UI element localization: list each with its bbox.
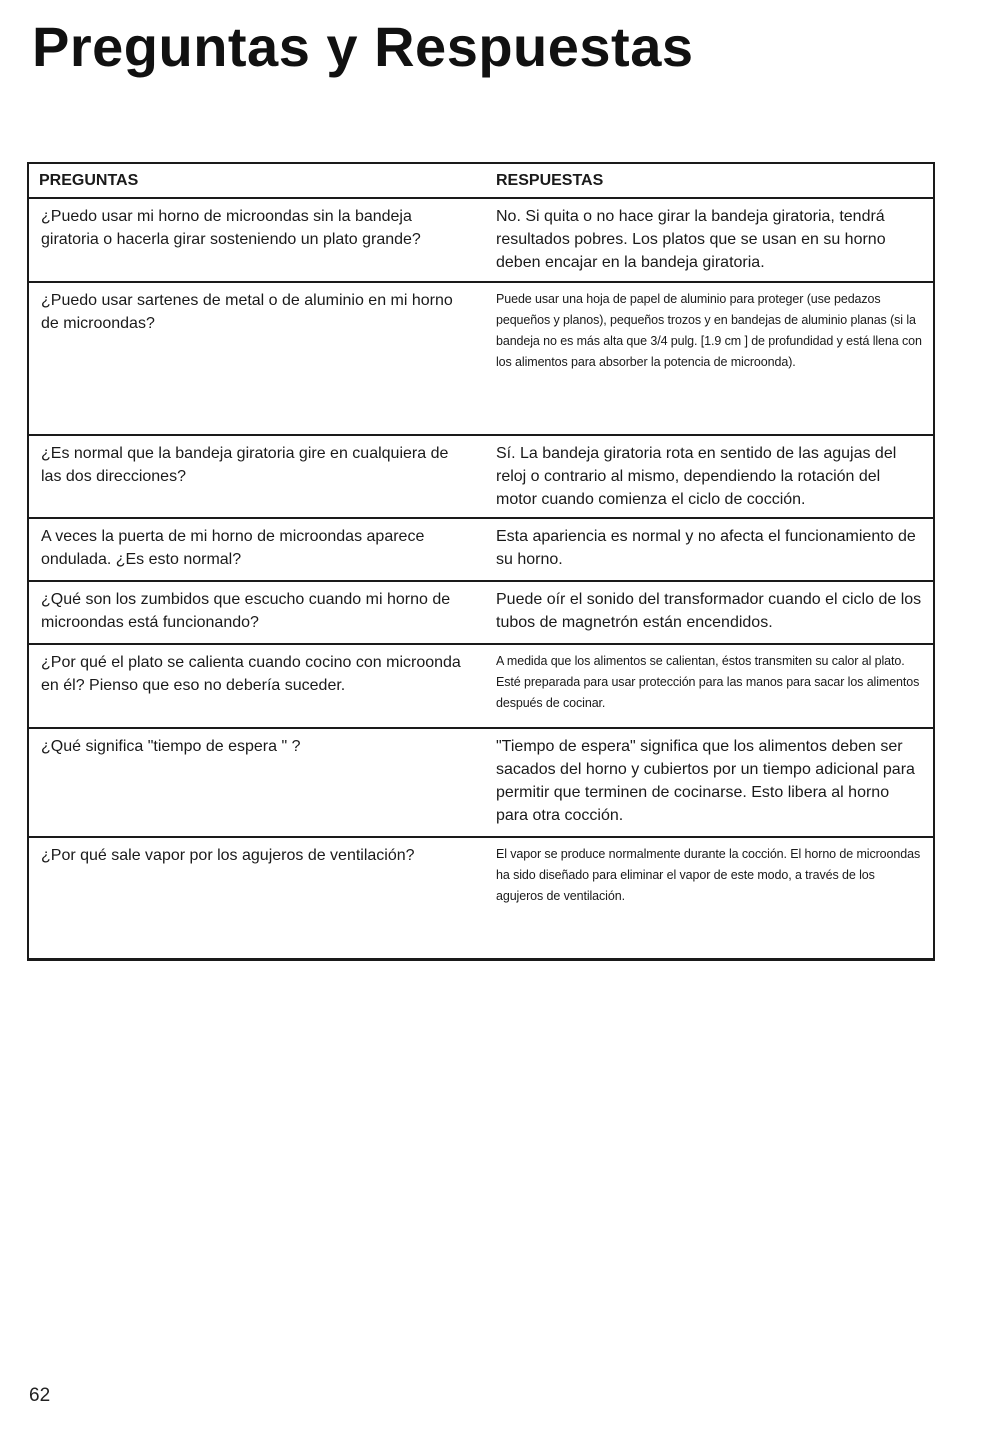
table-row (28, 518, 934, 581)
question-cell: ¿Por qué el plato se calienta cuando cocino con microonda en él? Pienso que eso no debería suceder. (28, 644, 484, 728)
table-row (28, 837, 934, 959)
answer-cell: No. Si quita o no hace girar la bandeja giratoria, tendrá resultados pobres. Los platos que se usan en su horno deben encajar en la bandeja giratoria. (484, 198, 934, 282)
page-title: Preguntas y Respuestas (32, 15, 694, 78)
table-row (28, 198, 934, 282)
answer-cell: El vapor se produce normalmente durante la cocción. El horno de microondas ha sido diseñado para eliminar el vapor de este modo, a través de los agujeros de ventilación. (484, 837, 934, 959)
answer-cell: Puede usar una hoja de papel de aluminio para proteger (use pedazos pequeños y planos), pequeños trozos y en bandejas de aluminio planas (si la bandeja no es más alta que 3/4 pulg. [1.9 cm ] de profundidad y está llena con los alimentos para absorber la potencia de microonda). (484, 282, 934, 435)
table-row (28, 728, 934, 837)
table-row (28, 282, 934, 435)
answer-cell: Sí. La bandeja giratoria rota en sentido de las agujas del reloj o contrario al mismo, dependiendo la rotación del motor cuando comienza el ciclo de cocción. (484, 435, 934, 518)
question-cell: ¿Puedo usar sartenes de metal o de aluminio en mi horno de microondas? (28, 282, 484, 435)
question-cell: ¿Por qué sale vapor por los agujeros de ventilación? (28, 837, 484, 959)
answers-column-header: RESPUESTAS (484, 163, 934, 198)
answer-cell: A medida que los alimentos se calientan, éstos transmiten su calor al plato. Esté preparada para usar protección para las manos para sacar los alimentos después de cocinar. (484, 644, 934, 728)
answer-cell: Esta apariencia es normal y no afecta el funcionamiento de su horno. (484, 518, 934, 581)
question-cell: ¿Es normal que la bandeja giratoria gire en cualquiera de las dos direcciones? (28, 435, 484, 518)
table-header-row (28, 163, 934, 198)
table-row (28, 644, 934, 728)
answer-cell: Puede oír el sonido del transformador cuando el ciclo de los tubos de magnetrón están encendidos. (484, 581, 934, 644)
question-cell: ¿Puedo usar mi horno de microondas sin la bandeja giratoria o hacerla girar sosteniendo un plato grande? (28, 198, 484, 282)
question-cell: ¿Qué significa "tiempo de espera " ? (28, 728, 484, 837)
questions-column-header: PREGUNTAS (28, 163, 484, 198)
question-cell: A veces la puerta de mi horno de microondas aparece ondulada. ¿Es esto normal? (28, 518, 484, 581)
qa-table (27, 162, 935, 961)
question-cell: ¿Qué son los zumbidos que escucho cuando mi horno de microondas está funcionando? (28, 581, 484, 644)
table-row (28, 435, 934, 518)
table-row (28, 581, 934, 644)
answer-cell: "Tiempo de espera" significa que los alimentos deben ser sacados del horno y cubiertos por un tiempo adicional para permitir que terminen de cocinarse. Esto libera al horno para otra cocción. (484, 728, 934, 837)
page-number: 62 (29, 1385, 51, 1406)
